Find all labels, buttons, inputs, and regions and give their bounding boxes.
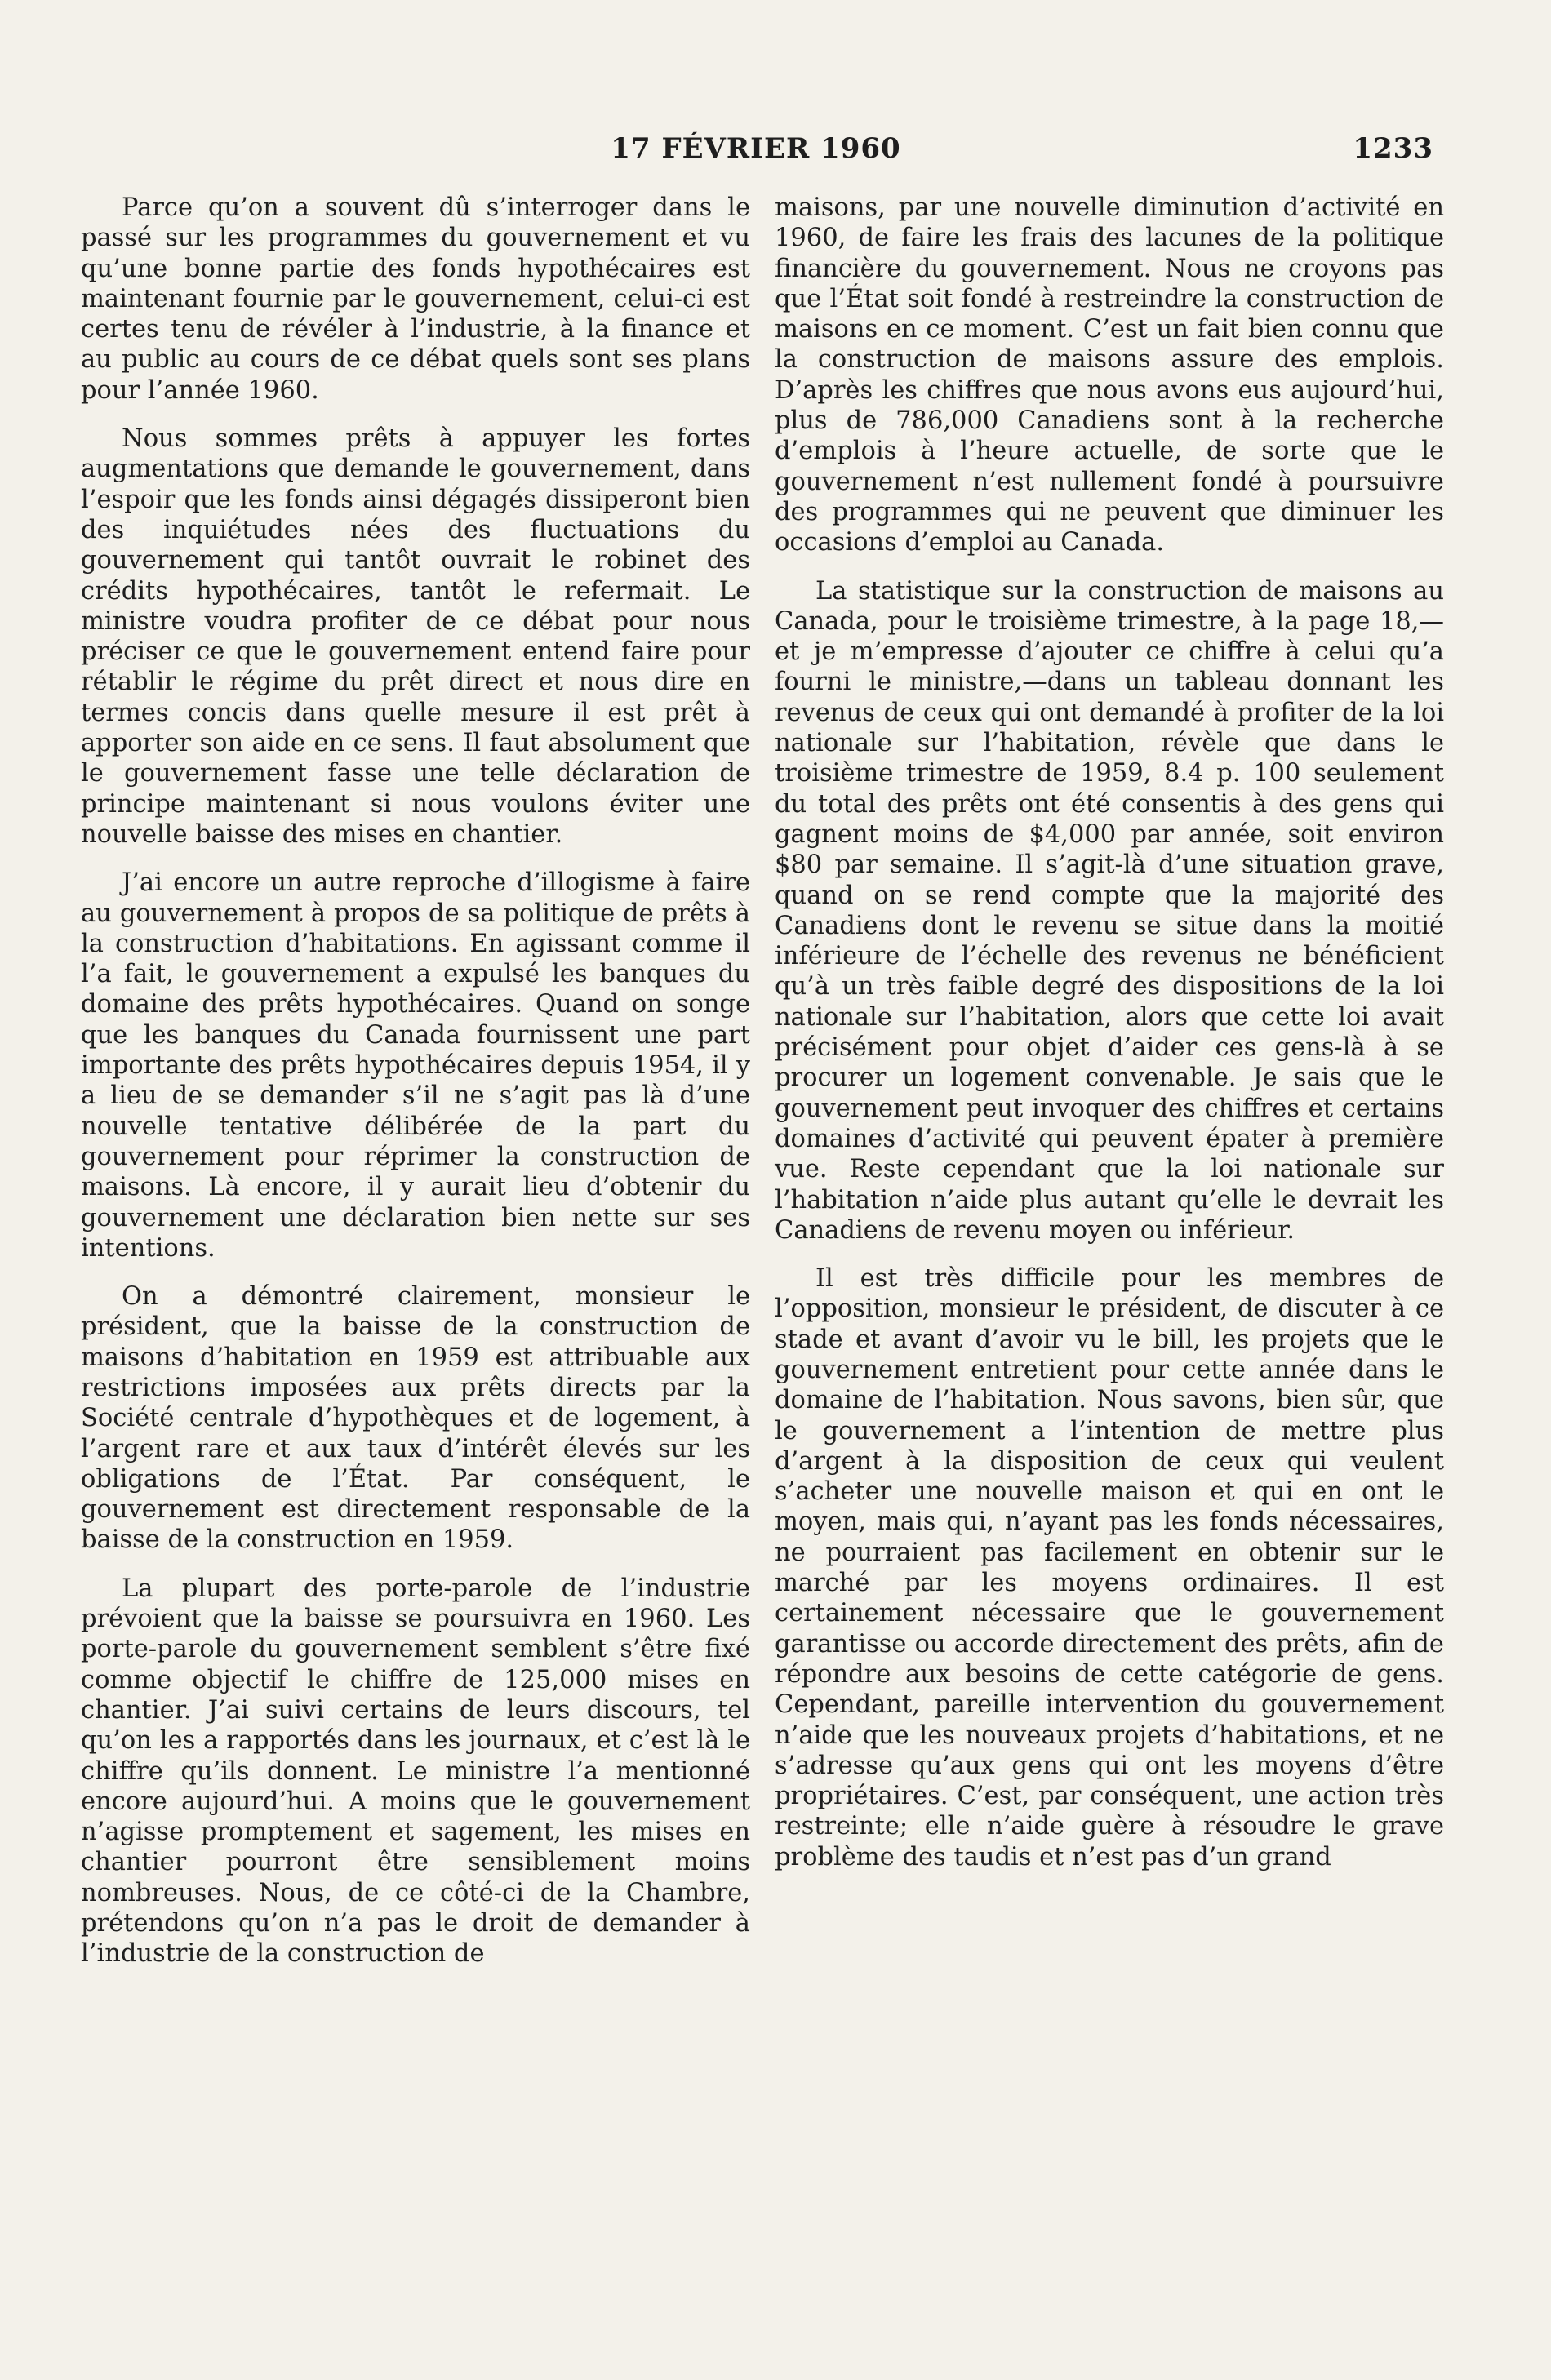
header-date: 17 FÉVRIER 1960 <box>611 132 901 165</box>
paragraph: J’ai encore un autre reproche d’illogisme à faire au gouvernement à propos de sa politique de prêts à la construction d’habitations. En agissant comme il l’a fait, le gouvernement a expulsé les banques du domaine des prêts hypothécaires. Quand on songe que les banques du Canada fournissent une part importante des prêts hypothécaires depuis 1954, il y a lieu de se demander s’il ne s’agit pas là d’une nouvelle tentative délibérée de la part du gouvernement pour réprimer la construction de maisons. Là encore, il y aurait lieu d’obtenir du gouvernement une déclaration bien nette sur ses intentions. <box>81 868 750 1263</box>
paragraph: Parce qu’on a souvent dû s’interroger dans le passé sur les programmes du gouvernement et vu qu’une bonne partie des fonds hypothécaires est maintenant fournie par le gouvernement, celui-ci est certes tenu de révéler à l’industrie, à la finance et au public au cours de ce débat quels sont ses plans pour l’année 1960. <box>81 193 750 405</box>
page-header <box>78 132 1433 173</box>
left-column <box>81 193 750 1987</box>
paragraph: Nous sommes prêts à appuyer les fortes augmentations que demande le gouvernement, dans l’espoir que les fonds ainsi dégagés dissiperont bien des inquiétudes nées des fluctuations du gouvernement qui tantôt ouvrait le robinet des crédits hypothécaires, tantôt le refermait. Le ministre voudra profiter de ce débat pour nous préciser ce que le gouvernement entend faire pour rétablir le régime du prêt direct et nous dire en termes concis dans quelle mesure il est prêt à apporter son aide en ce sens. Il faut absolument que le gouvernement fasse une telle déclaration de principe maintenant si nous voulons éviter une nouvelle baisse des mises en chantier. <box>81 424 750 849</box>
paragraph: Il est très difficile pour les membres de l’opposition, monsieur le président, de discuter à ce stade et avant d’avoir vu le bill, les projets que le gouvernement entretient pour cette année dans le domaine de l’habitation. Nous savons, bien sûr, que le gouvernement a l’intention de mettre plus d’argent à la disposition de ceux qui veulent s’acheter une nouvelle maison et qui en ont le moyen, mais qui, n’ayant pas les fonds nécessaires, ne pourraient pas facilement en obtenir sur le marché par les moyens ordinaires. Il est certainement nécessaire que le gouvernement garantisse ou accorde directement des prêts, afin de répondre aux besoins de cette catégorie de gens. Cependant, pareille intervention du gouvernement n’aide que les nouveaux projets d’habitations, et ne s’adresse qu’aux gens qui ont les moyens d’être propriétaires. C’est, par conséquent, une action très restreinte; elle n’aide guère à résoudre le grave problème des taudis et n’est pas d’un grand <box>775 1264 1444 1872</box>
right-column <box>775 193 1444 1890</box>
paragraph-continued: maisons, par une nouvelle diminution d’activité en 1960, de faire les frais des lacunes de la politique financière du gouvernement. Nous ne croyons pas que l’État soit fondé à restreindre la construction de maisons en ce moment. C’est un fait bien connu que la construction de maisons assure des emplois. D’après les chiffres que nous avons eus aujourd’hui, plus de 786,000 Canadiens sont à la recherche d’emplois à l’heure actuelle, de sorte que le gouvernement n’est nullement fondé à poursuivre des programmes qui ne peuvent que diminuer les occasions d’emploi au Canada. <box>775 193 1444 557</box>
paragraph: On a démontré clairement, monsieur le président, que la baisse de la construction de maisons d’habitation en 1959 est attribuable aux restrictions imposées aux prêts directs par la Société centrale d’hypothèques et de logement, à l’argent rare et aux taux d’intérêt élevés sur les obligations de l’État. Par conséquent, le gouvernement est directement responsable de la baisse de la construction en 1959. <box>81 1282 750 1555</box>
paragraph: La statistique sur la construction de maisons au Canada, pour le troisième trimestre, à la page 18,—et je m’empresse d’ajouter ce chiffre à celui qu’a fourni le ministre,—dans un tableau donnant les revenus de ceux qui ont demandé à profiter de la loi nationale sur l’habitation, révèle que dans le troisième trimestre de 1959, 8.4 p. 100 seulement du total des prêts ont été consentis à des gens qui gagnent moins de $4,000 par année, soit environ $80 par semaine. Il s’agit-là d’une situation grave, quand on se rend compte que la majorité des Canadiens dont le revenu se situe dans la moitié inférieure de l’échelle des revenus ne bénéficient qu’à un très faible degré des dispositions de la loi nationale sur l’habitation, alors que cette loi avait précisément pour objet d’aider ces gens-là à se procurer un logement convenable. Je sais que le gouvernement peut invoquer des chiffres et certains domaines d’activité qui peuvent épater à première vue. Reste cependant que la loi nationale sur l’habitation n’aide plus autant qu’elle le devrait les Canadiens de revenu moyen ou inférieur. <box>775 576 1444 1245</box>
paragraph: La plupart des porte-parole de l’industrie prévoient que la baisse se poursuivra en 1960. Les porte-parole du gouvernement semblent s’être fixé comme objectif le chiffre de 125,000 mises en chantier. J’ai suivi certains de leurs discours, tel qu’on les a rapportés dans les journaux, et c’est là le chiffre qu’ils donnent. Le ministre l’a mentionné encore aujourd’hui. A moins que le gouvernement n’agisse promptement et sagement, les mises en chantier pourront être sensiblement moins nombreuses. Nous, de ce côté-ci de la Chambre, prétendons qu’on n’a pas le droit de demander à l’industrie de la construction de <box>81 1574 750 1969</box>
page-number: 1233 <box>1353 132 1433 165</box>
